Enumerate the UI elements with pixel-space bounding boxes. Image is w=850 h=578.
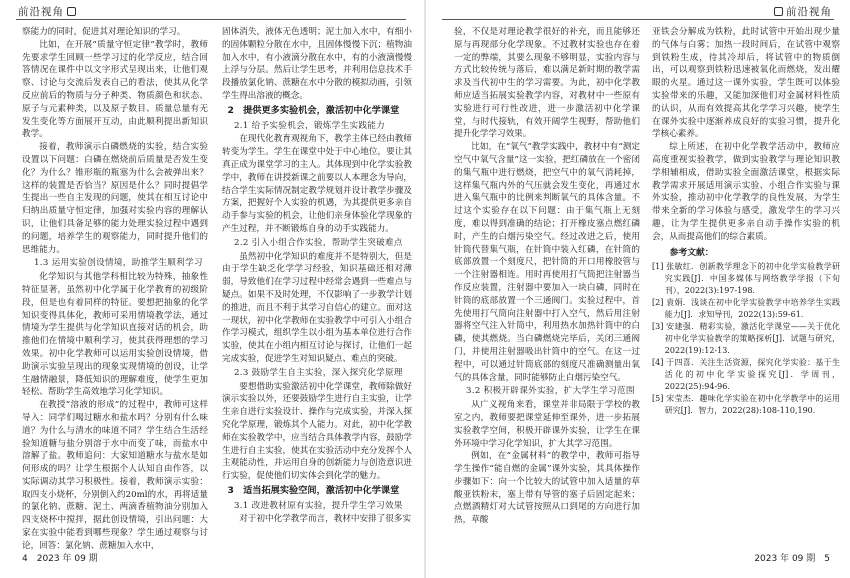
section-heading: 2 提供更多实验机会，激活初中化学课堂 bbox=[227, 104, 400, 116]
paragraph: 固体消失，液体无色透明；泥土加入水中，有细小的固体颗粒分散在水中，且固体慢慢下沉；植物油加入水中，有小液滴分散在水中，有的小液滴慢慢上浮与分层。然后让学生思考，并利用信息技术手段播放氯化钠、蔗糖在水中分散的模拟动画，引领学生得出溶液的概念。 bbox=[222, 27, 412, 101]
paragraph: 化学知识与其他学科相比较为特殊，抽象性特征显著，虽然初中化学属于化学教育的初级阶段，但是也有着同样的特征。要想把抽象的化学知识变得具体化，教师可采用情境教学法，通过情境为学生提供与化学知识直接对话的机会，助推他们在情境中顺利学习，使其获得理想的学习效果。初中化学教师可以运用实验创设情境，借助演示实验呈现出的现象实现情境的创设，让学生融情融景，降低知识的理解难度，使学生更加轻松、帮助学生高效地学习化学知识。 bbox=[22, 272, 208, 398]
running-head-left bbox=[18, 4, 79, 19]
subsection-heading: 3.1 改进教材原有实验，提升学生学习效果 bbox=[234, 500, 403, 511]
paragraph: 验，不仅是对理论教学很好的补充，而且能够还原与再现部分化学现象。不过教材实验也存在着一定的弊端，其要么现象不够明显，实验内容与方式比较传统与落后，难以满足新时期的教学需求及当代初中生的学习需要。为此，初中化学教师应适当拓展实验教学内容，对教材中一些原有实验进行可行性改进，进一步激活初中化学课堂，与时代接轨，有效开阔学生视野，帮助他们提升化学学习效果。 bbox=[454, 27, 640, 140]
running-head-title: 前沿视角 bbox=[18, 6, 64, 18]
paragraph: 在教授“溶液的形成”的过程中，教师可这样导入：同学们喝过糖水和盐水吗？分别有什么味道？为什么与清水的味道不同？学生结合生活经验知道糖与盐分别溶于水中而变了味，而盐水中溶解了盐。教师追问：大家知道糖水与盐水是如何形成的吗？让学生根据个人认知自由作答，以实际调动其学习积极性。接着，教师演示实验：取四支小烧杯，分别倒入约20ml的水，再将适量的氯化钠、蔗糖、泥土、两滴香植物油分别加入四支烧杯中搅拌，据此创设情境，引出问题：大家在实验中能看到哪些现象？学生通过观察与讨论，回答：氯化钠、蔗糖加入水中， bbox=[22, 400, 208, 551]
page-folio-left: 4 2023 年 09 期 bbox=[22, 554, 98, 564]
paragraph: 虽然初中化学知识的难度并不是特别大，但是由于学生缺乏化学学习经验，知识基础还相对薄弱，导致他们在学习过程中经常会遇到一些难点与疑点。如果不及时处理，不仅影响了一步教学计划的推进，而且不利于其学习自信心的建立。面对这一现状，初中化学教师在实验教学中可引入小组合作学习模式，组织学生以小组为基本单位进行合作实验，使其在小组内相互讨论与探讨，让他们一起完成实验，促进学生对知识疑点、难点的突破。 bbox=[222, 251, 412, 364]
right-column-1 bbox=[454, 26, 640, 544]
page-folio-right: 2023 年 09 期 5 bbox=[754, 554, 830, 564]
section-mark-icon bbox=[774, 7, 783, 16]
reference-entry: [5] 宋莹杰．趣味化学实验在初中化学教学中的运用研究[J]．智力，2022(28):108-110,190. bbox=[652, 394, 840, 416]
left-column-2 bbox=[222, 26, 412, 544]
reference-entry: [1] 张敏红．创新教学理念下的初中化学实验教学研究实践[J]．中国多媒体与网络教学学报（下旬刊），2022(3):197-198. bbox=[652, 262, 840, 296]
section-heading: 3 适当拓展实验空间，激活初中化学课堂 bbox=[227, 484, 400, 496]
references-title: 参考文献： bbox=[669, 247, 714, 258]
paragraph: 亚铁会分解成为铁粉，此时试管中开始出现少量的气体与白雾；加热一段时间后，在试管中观察到铁粉生成，待其冷却后，将试管中的物质倒出，可以观察到铁粉迅速被氧化而燃烧，发出耀眼的火星。通过这一课外实验，学生既可以体验实验带来的乐趣，又能加深他们对金属材料性质的认识，从而有效提高其化学学习兴趣，使学生在课外实验中逐渐养成良好的实验习惯，提升化学核心素养。 bbox=[652, 27, 840, 140]
paragraph: 在现代化教育观视角下，教学主体已经由教师转变为学生。学生在课堂中处于中心地位，要让其真正成为课堂学习的主人。其体现到中化学实验教学中，教师在讲授新课之前要以人本理念为导向，结合学生实际情况制定教学规划并设计教学步骤及方案，把握好个人实验的机遇，为其提供更多亲自动手参与实验的机会，让他们亲身体验化学现象的产生过程，并不断锻炼自身的动手实践能力。 bbox=[222, 134, 412, 234]
right-page bbox=[426, 0, 850, 578]
running-head-right bbox=[771, 4, 832, 19]
paragraph: 从广义视角来看，课堂并非局限于学校的教室之内，教师要把课堂延伸至课外，进一步拓展实验教学空间，积极开辟课外实验，让学生在课外环境中学习化学知识，扩大其学习范围。 bbox=[454, 400, 640, 449]
reference-entry: [2] 袁娟．浅谈在初中化学实验教学中培养学生实践能力[J]．求知导刊，2022(13):59-61. bbox=[652, 298, 840, 320]
paragraph: 例如，在“金属材料”的教学中，教师可指导学生操作“能自燃的金属”课外实验，其具体操作步骤如下：向一个比较大的试管中加入适量的草酸亚铁粉末，塞上带有导管的塞子后固定起来；点燃酒精灯对大试管按照从口到尾的方向进行加热，草酸 bbox=[454, 451, 640, 526]
paragraph: 综上所述，在初中化学教学活动中，教师应高度重视实验教学，做到实验教学与理论知识教学相辅相成，借助实验全面激活课堂，根据实际教学需求开展适用演示实验、小组合作实验与课外实验，推动初中化学教学的良性发展，为学生带来全新的学习体验与感受，激发学生的学习兴趣，让为学生提供更多亲自动手操作实验的机会，从而提高他们的综合素质。 bbox=[652, 142, 840, 242]
subsection-heading: 2.2 引入小组合作实验，帮助学生突破难点 bbox=[234, 237, 403, 248]
paragraph: 比如，在“氧气”教学实践中，教材中有“测定空气中氧气含量”这一实验，把红磷放在一个密闭的集气瓶中进行燃烧，把空气中的氧气消耗掉，这样集气瓶内外的气压就会发生变化，再通过水进入集气瓶中的比例来判断氧气的具体含量。不过这个实验存在以下问题：由于集气瓶上无刻度，难以得到准确的结论；打开橡皮塞点燃红磷时，产生的白烟污染空气。经过改进之后，使用针筒代替集气瓶，在针筒中装入红磷，在针筒的底部放置一个刻度尺，把针筒的开口用橡胶管与一个注射器相连。用时再使用打气筒把注射器当作反应装置，注射器中要加入一块白磷，同时在针筒的底部放置一个三通阀门。实验过程中，首先使用打气筒向注射器中打入空气，然后用注射器将空气注入针筒中，利用热水加热针筒中的白磷，使其燃烧。当白磷燃烧完毕后，关闭三通阀门，并使用注射器吸出针筒中的空气。在这一过程中，可以通过针筒底部的刻度尺准确测量出氧气的具体含量，同时能够防止白烟污染空气。 bbox=[454, 142, 640, 383]
paragraph: 接着，教师演示白磷燃烧的实验，结合实验设置以下问题：白磷在燃烧前后质量是否发生变化？为什么？锥形瓶的瓶塞为什么会被弹出来？这样的装置是否恰当？原因是什么？同时提倡学生提出一些自主发现的问题，使其在相互讨论中归纳出质量守恒定律，加强对实验内容的理解认识，让他们具备足够的能力处理实验过程中遇到的问题，培养学生的观察能力，同时提升他们的思维能力。 bbox=[22, 142, 208, 255]
reference-entry: [3] 安建强．精彩实验，激活化学课堂——关于优化初中化学实验教学的策略探析[J]．试题与研究，2022(19):12-13. bbox=[652, 322, 840, 356]
paragraph: 察能力的同时，促进其对理论知识的学习。 bbox=[22, 27, 186, 37]
subsection-heading: 3.2 积极开辟课外实验，扩大学生学习范围 bbox=[466, 386, 635, 397]
subsection-heading: 2.3 鼓励学生自主实验，深入探究化学原理 bbox=[234, 367, 403, 378]
header-rule bbox=[442, 19, 834, 20]
section-mark-icon bbox=[67, 7, 76, 16]
left-column-1 bbox=[22, 26, 208, 551]
paragraph: 要想借助实验激活初中化学课堂，教师除做好演示实验以外，还要鼓励学生进行自主实验，让学生亲自进行实验设计、操作与完成实验，并深入探究化学原理，锻炼其个人能力。对此，初中化学教师在实验教学中，应当结合具体教学内容，鼓励学生进行自主实验，使其在实验活动中充分发挥个人主观能动性，并运用自身的创新能力与创造意识进行实验，促使他们切实体会到化学的魅力。 bbox=[222, 381, 412, 482]
header-rule bbox=[16, 19, 406, 20]
subsection-heading: 2.1 给予实验机会，锻炼学生实践能力 bbox=[234, 120, 386, 131]
right-column-2 bbox=[652, 26, 840, 544]
paragraph: 比如，在开展“质量守恒定律”教学时，教师先要求学生回顾一些学习过的化学反应，结合回答情况在课件中以文字形式呈现出来，让他们观察、讨论与交流后发表自己的看法，使其从化学反应前后的物质与分子种类、物质颜色和状态、原子与元素种类，以及原子数目、质量总量有无发生变化等方面展开互动，由此顺利提出新知识教学。 bbox=[22, 39, 208, 140]
left-page bbox=[0, 0, 424, 578]
running-head-title: 前沿视角 bbox=[786, 6, 832, 18]
subsection-heading: 1.3 运用实验创设情境，助推学生顺利学习 bbox=[34, 258, 203, 269]
reference-entry: [4] 于四喜．关注生活资源，探究化学实验：基于生活化的初中化学实验探究[J]．学周刊，2022(25):94-96. bbox=[652, 358, 840, 392]
paragraph: 对于初中化学教学而言，教材中安排了很多实 bbox=[239, 514, 412, 525]
